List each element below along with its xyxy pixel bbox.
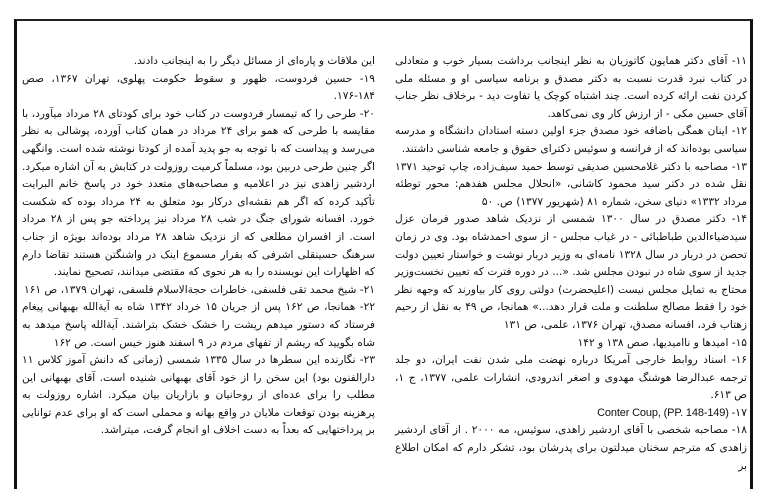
footnote-14: ۱۴- دکتر مصدق در سال ۱۳۰۰ شمسی از نزدیک شاهد صدور فرمان عزل سیدضیاءالدین طباطبائی - در غیاب مجلس - از سوی احمدشاه بود. وی در زمان تحصن در دربار در سال ۱۳۲۸ نامه‌ای به وزیر دربار نوشت و خواستار تعیین دولت جدید از سوی شاه در نبودن مجلس شد. «... در دوره فترت که تعیین نخست‌وزیر محتاج به تمایل مجلس نیست (اعلیحضرت) دولتی روی کار بیاورند که وجهه نظر خود را فقط مصالح سلطنت و ملت قرار دهد...» همانجا، ص ۴۹ به نقل از رحیم زهتاب فرد، افسانه مصدق، تهران ۱۳۷۶، علمی، ص ۱۳۱ xyxy=(395,213,748,331)
footnotes-left-column xyxy=(22,53,375,440)
footnote-19: ۱۹- حسین فردوست، ظهور و سقوط حکومت پهلوی، تهران ۱۳۶۷، صص ۱۸۴-۱۷۶. xyxy=(22,72,375,103)
footnote-18: ۱۸- مصاحبه شخصی با آقای اردشیر زاهدی، سوئیس، مه ۲۰۰۰ . از آقای اردشیر زاهدی که مترجم سخنان میدلتون برای پدرشان بود، تشکر دارم که امکان اطلاع بر xyxy=(395,424,747,472)
footnote-12: ۱۲- اینان همگی باضافه خود مصدق جزء اولین دسته استادان دانشگاه و مدرسه سیاسی بوده‌اند که از فرانسه و سوئیس دکترای حقوق و جامعه شناسی داشتند. xyxy=(395,125,747,155)
footnotes-right-column xyxy=(395,53,747,475)
footnote-22: ۲۲- همانجا، ص ۱۶۲ پس از جریان ۱۵ خرداد ۱۳۴۲ شاه به آیةالله بهبهانی پیغام فرستاد که دستور میدهم ریشت را خشک خشک بتراشند. آیةالله پاسخ میدهد به شاه بگویید که ریشم از تفهای مردم در ۹ اسفند هنوز خیس است. ص ۱۶۲ xyxy=(22,301,376,349)
footnote-16: ۱۶- اسناد روابط خارجی آمریکا درباره نهضت ملی شدن نفت ایران، دو جلد ترجمه عبدالرضا هوشنگ مهدوی و اصغر اندرودی، انشارات علمی، ۱۳۷۷، ج ۱، ص ۶۱۳. xyxy=(395,354,747,402)
footnote-21: ۲۱- شیخ محمد تقی فلسفی، خاطرات حجةالاسلام فلسفی، تهران ۱۳۷۹، ص ۱۶۱ xyxy=(23,283,375,296)
footnote-18-continuation: این ملاقات و پاره‌ای از مسائل دیگر را به اینجانب دادند. xyxy=(133,55,375,67)
footnote-13: ۱۳- مصاحبه با دکتر غلامحسین صدیقی توسط حمید سیف‌زاده، چاپ توحید ۱۳۷۱ نقل شده در دکتر سید محمود کاشانی، «انحلال مجلس هفدهم: محور توطئه مرداد ۱۳۳۲» دنیای سخن، شماره ۸۱ (شهریور ۱۳۷۷) ص. ۵۰ xyxy=(395,160,747,208)
footnote-15: ۱۵- امیدها و ناامیدیها، صص ۱۳۸ و ۱۴۲ xyxy=(577,336,747,349)
footnote-17: Conter Coup, (PP. 148-149) -۱۷ xyxy=(597,406,747,419)
footnote-23: ۲۳- نگارنده این سطرها در سال ۱۳۳۵ شمسی (زمانی که دانش آموز کلاس ۱۱ دارالفنون بود) این سخن را از خود آقای بهبهانی شنیده است. آقای بهبهانی این مطلب را برای عده‌ای از روحانیان و بازاریان بیان میکرد. اشاره روزولت به پرهزینه بودن توقعات ملایان در واقع بهانه و محملی است که او برای عدم توانایی بر پرداختهایی که بعداً به دست اخلاف او انجام گرفت، میتراشد. xyxy=(22,354,376,437)
footnote-11: ۱۱- آقای دکتر همایون کاتوزیان به نظر اینجانب برداشت بسیار خوب و متعادلی در کتاب نبرد قدرت نسبت به دکتر مصدق و برنامه سیاسی او و مسئله ملی کردن نفت ارائه کرده است. چند اشتباه کوچک یا تفاوت دید - برخلاف نظر جناب آقای حسین مکی - از ارزش کار وی نمی‌کاهد. xyxy=(395,55,747,120)
footnote-20: ۲۰- طرحی را که تیمسار فردوست در کتاب خود برای کودتای ۲۸ مرداد میآورد، با مقایسه با طرحی که همو برای ۲۴ مرداد در همان کتاب آورده، پوشالی به نظر می‌رسد و پیداست که با توجه به جو پدید آمده از کودتا نوشته شده است. وانگهی اگر چنین طرحی دربین بود، مسلماً کرمیت روزولت در کتابش به آن اشاره میکرد. اردشیر زاهدی نیز در اعلامیه و مصاحبه‌های متعدد خود در پاسخ خانم البرایت تأکید کرده که اگر هم نقشه‌ای درکار بود متعلق به ۲۴ مرداد بوده که شکست خورد. افسانه شورای جنگ در شب ۲۸ مرداد نیز پرداخته جو پس از ۲۸ مرداد است. از افسران مطلعی که از نزدیک شاهد ۲۸ مرداد بوده‌اند بویژه از جناب سرهنگ حسینقلی اشرفی که بقرار مسموع اینک در واشنگتن هستند تقاضا دارم که اظهارات این نویسنده را به هر نحوی که مقتضی میدانند، تصحیح نمایند. xyxy=(22,107,375,279)
